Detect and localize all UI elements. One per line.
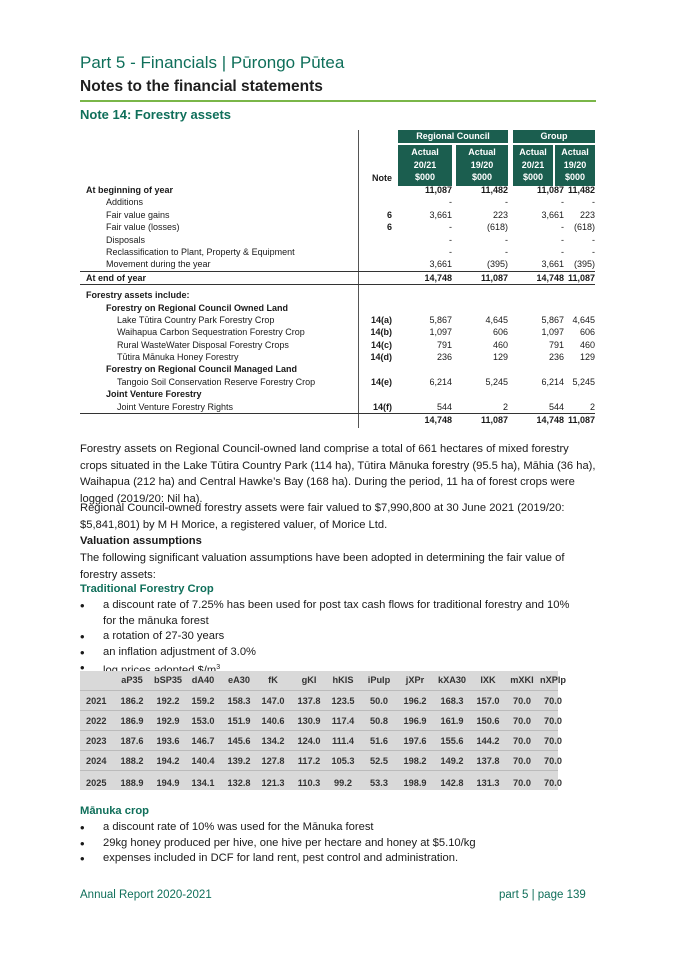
log-price: 70.0 bbox=[544, 696, 562, 706]
log-price: 105.3 bbox=[331, 756, 355, 766]
log-grade-header: iPulp bbox=[367, 675, 391, 685]
log-price: 52.5 bbox=[370, 756, 388, 766]
row-note: 14(d) bbox=[370, 352, 392, 363]
paragraph-fair-value: Regional Council-owned forestry assets were fair valued to $7,990,800 at 30 June 2021 (2019/20: $5,841,801) by M H Morice, a registered valuer, of Morice Ltd. bbox=[80, 502, 565, 531]
note-column-header: Note bbox=[372, 173, 392, 183]
row-value: 544 bbox=[436, 401, 452, 412]
log-price: 157.0 bbox=[476, 696, 500, 706]
log-price: 111.4 bbox=[332, 736, 354, 746]
row-value: 11,087 bbox=[536, 185, 564, 195]
table-row bbox=[80, 184, 595, 196]
list-item: • a rotation of 27-30 years bbox=[80, 629, 580, 645]
row-value: (395) bbox=[573, 259, 595, 270]
row-value: 4,645 bbox=[572, 314, 595, 325]
row-note: 14(c) bbox=[370, 339, 392, 350]
row-value: 14,748 bbox=[424, 272, 452, 283]
log-price: 196.9 bbox=[403, 716, 427, 726]
log-price: 193.6 bbox=[156, 736, 180, 746]
log-price: 139.2 bbox=[227, 756, 251, 766]
row-value: 223 bbox=[579, 209, 595, 220]
log-price: 196.2 bbox=[403, 696, 427, 706]
table-row bbox=[80, 302, 595, 314]
log-price: 149.2 bbox=[440, 756, 464, 766]
row-value: 11,087 bbox=[480, 415, 508, 426]
log-price: 70.0 bbox=[513, 716, 531, 726]
row-value: - bbox=[449, 234, 452, 245]
log-grade-header: mXKI bbox=[510, 675, 534, 685]
log-grade-header: jXPr bbox=[405, 675, 425, 685]
log-price: 131.3 bbox=[476, 778, 500, 788]
col-header-rc-2020: Actual 19/20 $000 bbox=[456, 145, 508, 186]
row-value: 3,661 bbox=[429, 259, 452, 270]
log-price: 70.0 bbox=[513, 756, 531, 766]
log-year: 2025 bbox=[86, 778, 107, 788]
row-label: Waihapua Carbon Sequestration Forestry Crop bbox=[117, 327, 305, 338]
table-row bbox=[80, 258, 595, 270]
row-value: (395) bbox=[486, 259, 508, 270]
row-value: 11,087 bbox=[568, 272, 596, 283]
log-price: 146.7 bbox=[191, 736, 215, 746]
row-value: 14,748 bbox=[424, 415, 452, 426]
log-price: 70.0 bbox=[544, 778, 562, 788]
row-value: 6,214 bbox=[541, 376, 564, 387]
row-value: 11,087 bbox=[424, 185, 452, 195]
row-value: (618) bbox=[486, 222, 508, 233]
log-price: 186.9 bbox=[120, 716, 144, 726]
row-label: Forestry on Regional Council Managed Land bbox=[106, 364, 298, 375]
row-value: 11,482 bbox=[480, 185, 508, 195]
row-label: Joint Venture Forestry bbox=[106, 389, 202, 400]
row-value: - bbox=[505, 234, 508, 245]
row-note: 14(b) bbox=[370, 327, 392, 338]
log-price: 117.2 bbox=[297, 756, 321, 766]
valuation-heading: Valuation assumptions bbox=[80, 535, 202, 547]
log-price: 194.2 bbox=[156, 756, 180, 766]
log-price: 153.0 bbox=[191, 716, 215, 726]
row-value: 5,245 bbox=[485, 376, 508, 387]
log-price: 50.0 bbox=[370, 696, 388, 706]
table-row bbox=[80, 388, 595, 400]
log-price: 137.8 bbox=[476, 756, 500, 766]
log-price: 70.0 bbox=[513, 736, 531, 746]
log-price: 150.6 bbox=[476, 716, 500, 726]
row-note: 14(f) bbox=[372, 401, 392, 412]
row-value: - bbox=[561, 222, 564, 233]
row-label: Tūtira Mānuka Honey Forestry bbox=[117, 352, 239, 363]
log-price: 151.9 bbox=[227, 716, 251, 726]
row-value: 3,661 bbox=[541, 259, 564, 270]
row-note: 6 bbox=[386, 222, 392, 233]
log-grade-header: aP35 bbox=[121, 675, 143, 685]
row-label: At beginning of year bbox=[86, 185, 174, 195]
row-value: 460 bbox=[492, 339, 508, 350]
header-group: Group bbox=[513, 130, 595, 143]
traditional-bullets bbox=[80, 598, 580, 679]
table-row bbox=[80, 339, 595, 351]
log-prices-header-row bbox=[80, 671, 567, 690]
row-label: Tangoio Soil Conservation Reserve Forestry Crop bbox=[117, 376, 316, 387]
row-value: 11,087 bbox=[568, 415, 596, 426]
row-value: 606 bbox=[579, 327, 595, 338]
row-value: 5,245 bbox=[572, 376, 595, 387]
row-value: 5,867 bbox=[541, 314, 564, 325]
table-row bbox=[80, 710, 562, 731]
log-price: 142.8 bbox=[440, 778, 464, 788]
row-label: Fair value (losses) bbox=[106, 222, 180, 233]
log-price: 132.8 bbox=[227, 778, 251, 788]
log-grade-header: gKI bbox=[301, 675, 317, 685]
table-row bbox=[80, 770, 562, 795]
row-value: - bbox=[561, 197, 564, 208]
row-value: - bbox=[592, 234, 595, 245]
list-item: • a discount rate of 10% was used for the Mānuka forest bbox=[80, 820, 580, 836]
row-note: 14(a) bbox=[370, 314, 392, 325]
row-value: - bbox=[561, 234, 564, 245]
list-item: • an inflation adjustment of 3.0% bbox=[80, 645, 580, 661]
row-value: - bbox=[505, 197, 508, 208]
row-value: 3,661 bbox=[541, 209, 564, 220]
col-header-group-2020: Actual 19/20 $000 bbox=[555, 145, 595, 186]
table-row bbox=[80, 351, 595, 363]
log-price: 197.6 bbox=[403, 736, 427, 746]
log-price: 123.5 bbox=[331, 696, 355, 706]
row-value: 2 bbox=[589, 401, 595, 412]
row-value: 3,661 bbox=[429, 209, 452, 220]
log-grade-header: hKIS bbox=[332, 675, 354, 685]
paragraph-assumptions: The following significant valuation assumptions have been adopted in determining the fair value of forestry assets: bbox=[80, 552, 565, 581]
row-label: Fair value gains bbox=[106, 209, 170, 220]
row-label: Additions bbox=[106, 197, 144, 208]
row-value: 4,645 bbox=[485, 314, 508, 325]
log-year: 2022 bbox=[86, 716, 107, 726]
table-row bbox=[80, 271, 595, 285]
table-row bbox=[80, 376, 595, 388]
log-price: 137.8 bbox=[297, 696, 321, 706]
footer-report-title: Annual Report 2020-2021 bbox=[80, 889, 212, 901]
log-price: 140.6 bbox=[261, 716, 285, 726]
log-price: 70.0 bbox=[544, 756, 562, 766]
log-price: 198.9 bbox=[403, 778, 427, 788]
row-value: 236 bbox=[548, 352, 564, 363]
paragraph-hectares: Forestry assets on Regional Council-owned land comprise a total of 661 hectares of mixed forestry crops situated in the Lake Tūtira Country Park (114 ha), Tūtira Mānuka forestry (95.5 ha), Māhia (36 ha), Waihapua (212 ha) and Central Hawke’s Bay (168 ha). During the period, 11 ha of forest crops were logged (2019/20: Nil ha). bbox=[80, 443, 596, 505]
table-row bbox=[80, 730, 562, 751]
col-header-group-2021: Actual 20/21 $000 bbox=[513, 145, 553, 186]
row-label: Movement during the year bbox=[106, 259, 211, 270]
log-price: 121.3 bbox=[261, 778, 285, 788]
row-label: Reclassification to Plant, Property & Equipment bbox=[106, 246, 295, 257]
table-row bbox=[80, 314, 595, 326]
list-item: • 29kg honey produced per hive, one hive per hectare and honey at $5.10/kg bbox=[80, 836, 580, 852]
row-value: - bbox=[449, 222, 452, 233]
table-row bbox=[80, 413, 595, 426]
row-value: 1,097 bbox=[541, 327, 564, 338]
table-row bbox=[80, 234, 595, 246]
log-price: 70.0 bbox=[544, 736, 562, 746]
header-regional-council: Regional Council bbox=[398, 130, 508, 143]
log-price: 110.3 bbox=[297, 778, 321, 788]
row-value: 791 bbox=[436, 339, 452, 350]
traditional-heading: Traditional Forestry Crop bbox=[80, 583, 214, 595]
table-body bbox=[80, 184, 595, 426]
row-value: 14,748 bbox=[536, 415, 564, 426]
log-grade-header: kXA30 bbox=[437, 675, 467, 685]
log-price: 127.8 bbox=[261, 756, 285, 766]
log-grade-header: fK bbox=[268, 675, 278, 685]
log-price: 145.6 bbox=[227, 736, 251, 746]
log-price: 147.0 bbox=[261, 696, 285, 706]
list-item: • $^3$ bbox=[80, 660, 580, 679]
log-price: 192.2 bbox=[156, 696, 180, 706]
list-item: • a discount rate of 7.25% has been used for post tax cash flows for traditional forestry and 10% for the mānuka forest bbox=[80, 598, 580, 629]
log-price: 144.2 bbox=[476, 736, 500, 746]
log-price: 134.1 bbox=[191, 778, 215, 788]
log-year: 2023 bbox=[86, 736, 107, 746]
log-grade-header: dA40 bbox=[191, 675, 215, 685]
log-grade-header: bSP35 bbox=[153, 675, 183, 685]
row-label: Lake Tūtira Country Park Forestry Crop bbox=[117, 314, 275, 325]
row-value: 2 bbox=[502, 401, 508, 412]
row-label: At end of year bbox=[86, 272, 147, 283]
log-price: 51.6 bbox=[370, 736, 388, 746]
log-price: 124.0 bbox=[297, 736, 321, 746]
col-header-rc-2021: Actual 20/21 $000 bbox=[398, 145, 452, 186]
row-note: 6 bbox=[386, 209, 392, 220]
log-price: 188.2 bbox=[120, 756, 144, 766]
table-row bbox=[80, 221, 595, 233]
log-price: 161.9 bbox=[440, 716, 464, 726]
row-label: Rural WasteWater Disposal Forestry Crops bbox=[117, 339, 289, 350]
log-price: 192.9 bbox=[156, 716, 180, 726]
row-value: - bbox=[505, 246, 508, 257]
table-row bbox=[80, 363, 595, 375]
log-price: 70.0 bbox=[513, 778, 531, 788]
row-value: 791 bbox=[548, 339, 564, 350]
log-price: 194.9 bbox=[156, 778, 180, 788]
log-price: 70.0 bbox=[544, 716, 562, 726]
manuka-heading: Mānuka crop bbox=[80, 805, 150, 817]
row-label: Joint Venture Forestry Rights bbox=[117, 401, 234, 412]
row-value: - bbox=[561, 246, 564, 257]
footer-page-number: part 5 | page 139 bbox=[499, 889, 586, 901]
row-value: 1,097 bbox=[429, 327, 452, 338]
part-title: Part 5 - Financials | Pūrongo Pūtea bbox=[80, 53, 345, 72]
log-price: 50.8 bbox=[370, 716, 388, 726]
log-grade-header: eA30 bbox=[228, 675, 250, 685]
title-divider bbox=[80, 100, 596, 102]
log-price: 130.9 bbox=[297, 716, 321, 726]
table-row bbox=[80, 750, 562, 771]
row-value: 11,087 bbox=[480, 272, 508, 283]
log-price: 188.9 bbox=[120, 778, 144, 788]
list-item: • expenses included in DCF for land rent, pest control and administration. bbox=[80, 851, 580, 867]
log-price: 134.2 bbox=[261, 736, 285, 746]
row-value: 223 bbox=[492, 209, 508, 220]
table-row bbox=[80, 326, 595, 338]
row-value: (618) bbox=[573, 222, 595, 233]
row-value: 606 bbox=[492, 327, 508, 338]
row-value: 129 bbox=[492, 352, 508, 363]
log-price: 117.4 bbox=[331, 716, 355, 726]
log-price: 198.2 bbox=[403, 756, 427, 766]
row-value: 11,482 bbox=[568, 185, 596, 195]
log-price: 53.3 bbox=[370, 778, 388, 788]
log-price: 70.0 bbox=[513, 696, 531, 706]
table-row bbox=[80, 401, 595, 413]
log-price: 155.6 bbox=[440, 736, 464, 746]
row-label: Forestry assets include: bbox=[86, 290, 190, 301]
row-value: - bbox=[592, 197, 595, 208]
row-note: 14(e) bbox=[370, 376, 392, 387]
log-price: 168.3 bbox=[440, 696, 464, 706]
log-price: 187.6 bbox=[120, 736, 144, 746]
row-value: - bbox=[449, 246, 452, 257]
table-row bbox=[80, 246, 595, 258]
log-price: 99.2 bbox=[334, 778, 352, 788]
row-value: - bbox=[449, 197, 452, 208]
table-row bbox=[80, 289, 595, 301]
log-year: 2021 bbox=[86, 696, 107, 706]
log-price: 159.2 bbox=[191, 696, 215, 706]
log-price: 158.3 bbox=[227, 696, 251, 706]
log-price: 140.4 bbox=[191, 756, 215, 766]
row-value: 460 bbox=[579, 339, 595, 350]
table-row bbox=[80, 196, 595, 208]
manuka-bullets bbox=[80, 820, 580, 867]
row-value: 6,214 bbox=[429, 376, 452, 387]
row-value: 5,867 bbox=[429, 314, 452, 325]
table-row bbox=[80, 690, 562, 711]
log-prices-table bbox=[80, 671, 567, 790]
row-value: 129 bbox=[579, 352, 595, 363]
note-heading: Note 14: Forestry assets bbox=[80, 107, 232, 122]
table-row bbox=[80, 209, 595, 221]
log-price: 186.2 bbox=[120, 696, 144, 706]
log-grade-header: nXPlp bbox=[539, 675, 567, 685]
row-value: 544 bbox=[548, 401, 564, 412]
row-label: Disposals bbox=[106, 234, 146, 245]
log-grade-header: lXK bbox=[480, 675, 496, 685]
log-year: 2024 bbox=[86, 756, 107, 766]
row-value: 236 bbox=[436, 352, 452, 363]
row-value: 14,748 bbox=[536, 272, 564, 283]
row-value: - bbox=[592, 246, 595, 257]
row-label: Forestry on Regional Council Owned Land bbox=[106, 302, 289, 313]
section-title: Notes to the financial statements bbox=[80, 78, 323, 95]
